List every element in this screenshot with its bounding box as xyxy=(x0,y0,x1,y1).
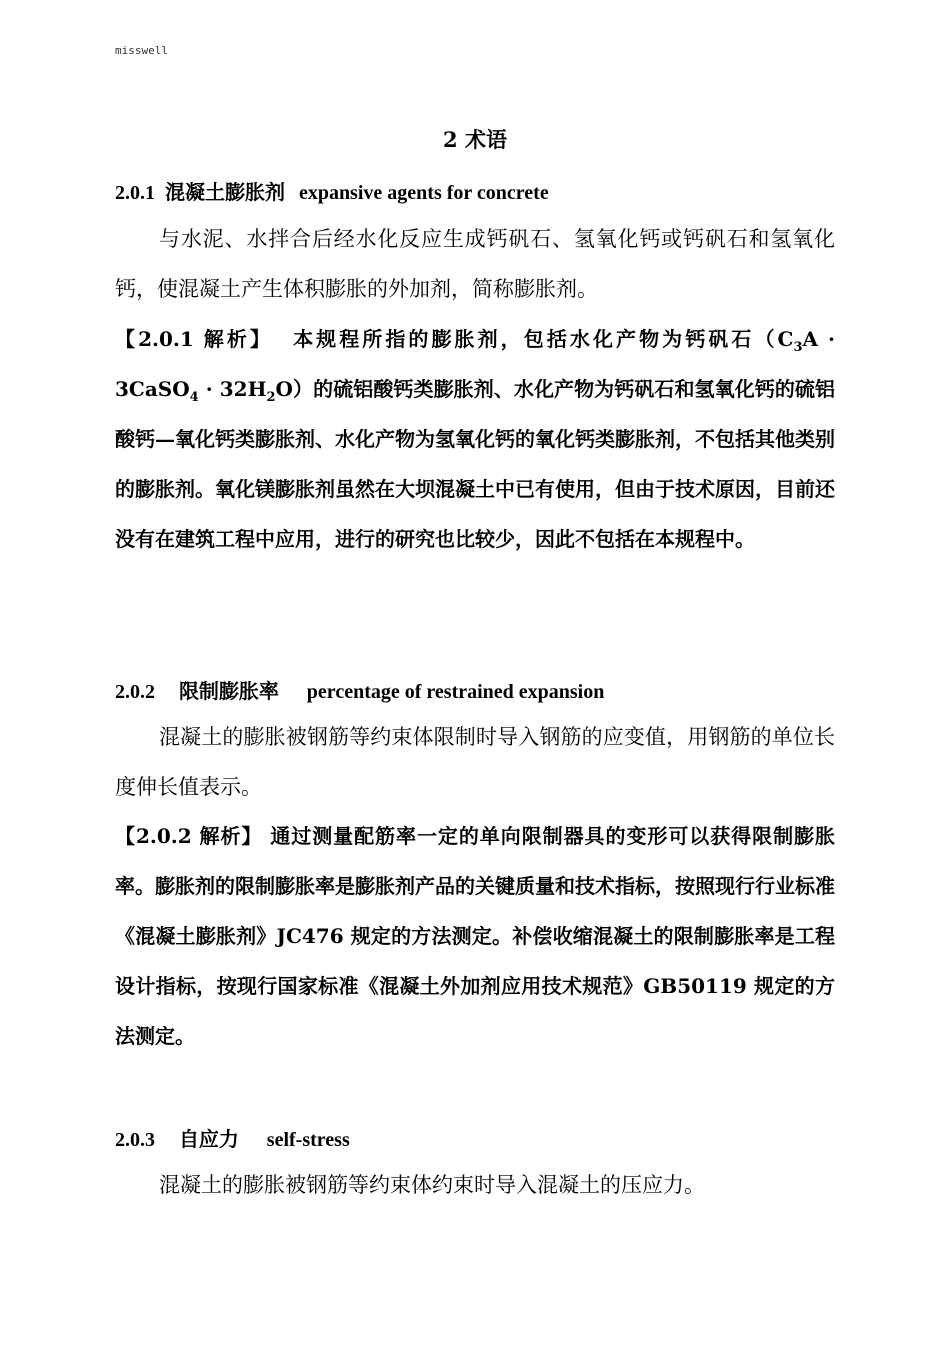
formula-part: · 32H xyxy=(198,377,267,401)
formula-subscript: 2 xyxy=(266,390,276,405)
term-name-cn: 限制膨胀率 xyxy=(178,679,279,703)
analysis-text: 通过测量配筋率一定的单向限制器具的变形可以获得限制膨胀率。膨胀剂的限制膨胀率是膨胀剂产品的关键质量和技术指标，按照现行行业标准《混凝土膨胀剂》JC476 规定的方法测定。补偿收缩混凝土的限制膨胀率是工程设计指标，按现行国家标准《混凝土外加剂应用技术规范》GB50119 规定的方法测定。 xyxy=(115,824,836,1048)
analysis-text-after-formula: ）的硫铝酸钙类膨胀剂、水化产物为钙矾石和氢氧化钙的硫铝酸钙—氧化钙类膨胀剂、水化产物为氢氧化钙的氧化钙类膨胀剂，不包括其他类别的膨胀剂。氧化镁膨胀剂虽然在大坝混凝土中已有使用，但由于技术原因，目前还没有在建筑工程中应用，进行的研究也比较少，因此不包括在本规程中。 xyxy=(115,377,836,551)
term-analysis-2-0-1 xyxy=(115,314,835,564)
term-heading-2-0-2 xyxy=(115,675,604,704)
formula-part: C xyxy=(777,327,794,351)
term-name-en: self-stress xyxy=(266,1129,350,1151)
term-name-cn: 自应力 xyxy=(178,1127,239,1151)
term-number: 2.0.1 xyxy=(115,182,155,204)
page-header: misswell xyxy=(115,44,168,57)
analysis-tag: 【2.0.2 解析】 xyxy=(115,824,263,848)
term-number: 2.0.2 xyxy=(115,681,155,703)
analysis-tag: 【2.0.1 解析】 xyxy=(115,327,273,351)
analysis-text-before-formula: 本规程所指的膨胀剂，包括水化产物为钙矾石（ xyxy=(293,327,778,351)
term-number: 2.0.3 xyxy=(115,1129,155,1151)
term-name-en: percentage of restrained expansion xyxy=(306,681,605,703)
term-name-cn: 混凝土膨胀剂 xyxy=(165,180,285,204)
term-definition-2-0-2: 混凝土的膨胀被钢筋等约束体限制时导入钢筋的应变值，用钢筋的单位长度伸长值表示。 xyxy=(115,725,835,799)
formula-part: O xyxy=(275,377,293,401)
term-analysis-2-0-2 xyxy=(115,811,835,1061)
term-definition-2-0-3: 混凝土的膨胀被钢筋等约束体约束时导入混凝土的压应力。 xyxy=(159,1173,705,1197)
term-heading-2-0-3 xyxy=(115,1123,350,1152)
term-definition-2-0-1: 与水泥、水拌合后经水化反应生成钙矾石、氢氧化钙或钙矾石和氢氧化钙，使混凝土产生体积膨胀的外加剂，简称膨胀剂。 xyxy=(115,227,835,301)
term-heading-2-0-1 xyxy=(115,176,549,205)
formula-subscript: 4 xyxy=(189,390,199,405)
formula-part: A · 3CaSO xyxy=(115,327,835,401)
formula-subscript: 3 xyxy=(793,340,803,355)
term-name-en: expansive agents for concrete xyxy=(298,182,549,204)
section-title: 2 术语 xyxy=(443,127,507,152)
